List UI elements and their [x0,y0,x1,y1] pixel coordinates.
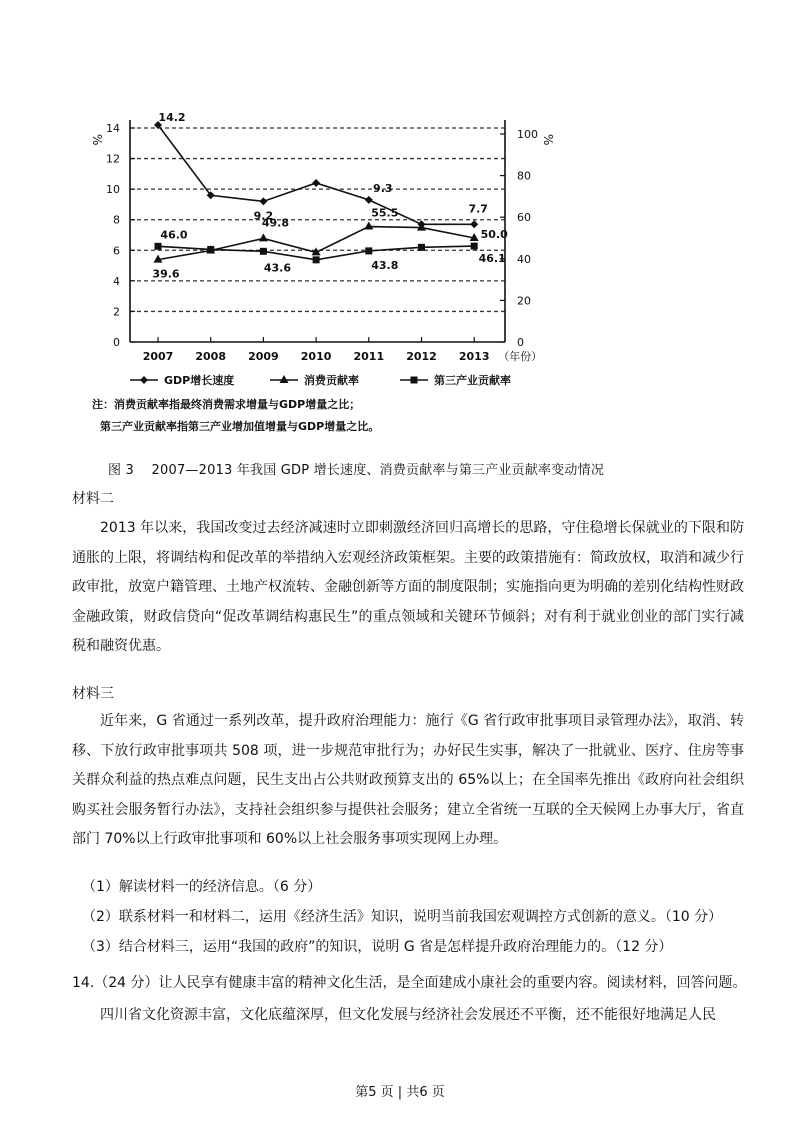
material2-paragraph: 2013 年以来，我国改变过去经济减速时立即刺激经济回归高增长的思路，守住稳增长保就业的下限和防通胀的上限，将调结构和促改革的举措纳入宏观经济政策框架。主要的政策措施有：简政放权，取消和减少行政审批，放宽户籍管理、土地产权流转、金融创新等方面的制度限制；实施指向更为明确的差别化结构性财政金融政策，财政信贷向“促改革调结构惠民生”的重点领域和关键环节倾斜；对有利于就业创业的部门实行减税和融资优惠。 [72,520,744,654]
question-1: （1）解读材料一的经济信息。（6 分） [82,879,322,895]
x-tick-label: 2011 [353,350,385,363]
right-tick-label: 0 [517,336,524,349]
data-point [313,256,320,263]
legend-marker [280,375,289,383]
chart-note: 注：消费贡献率指最终消费需求增量与GDP增量之比； [92,398,361,411]
question-2: （2）联系材料一和材料二，运用《经济生活》知识，说明当前我国宏观调控方式创新的意义。（10 分） [82,909,723,925]
left-tick-label: 2 [113,305,120,319]
data-point [259,233,268,241]
data-point [207,246,214,253]
data-point [259,197,267,205]
line-chart [70,100,610,440]
right-tick-label: 60 [517,211,531,225]
data-label: 55.5 [371,206,399,220]
x-tick-label: 2012 [406,350,437,363]
question-3: （3）结合材料三，运用“我国的政府”的知识，说明 G 省是怎样提升政府治理能力的。（12 分） [82,939,673,955]
data-label: 9.3 [373,181,393,195]
right-tick-label: 20 [517,294,531,308]
right-axis-unit: % [541,134,555,146]
figure-caption: 图 3 2007—2013 年我国 GDP 增长速度、消费贡献率与第三产业贡献率变动情况 [108,463,605,478]
legend-marker [140,376,148,384]
data-point [364,222,373,230]
data-label: 50.0 [480,228,508,241]
data-point [260,248,267,255]
legend-label: 消费贡献率 [304,374,359,387]
data-label: 14.2 [158,110,186,124]
data-label: 43.6 [263,261,291,275]
left-axis-unit: % [90,134,104,146]
x-axis-suffix: （年份） [498,350,543,363]
page-footer: 第5 页 | 共6 页 [355,1085,445,1100]
left-tick-label: 4 [113,274,120,288]
legend-label: GDP增长速度 [164,374,235,387]
right-tick-label: 100 [517,128,538,141]
material2-heading: 材料二 [72,491,114,507]
question-14-text: 四川省文化资源丰富，文化底蕴深厚，但文化发展与经济社会发展还不平衡，还不能很好地满足人民 [100,1007,716,1023]
data-point [155,243,162,250]
data-point [418,244,425,251]
left-tick-label: 10 [106,183,120,197]
left-tick-label: 14 [106,122,120,135]
data-point [312,179,320,187]
chart-note: 第三产业贡献率指第三产业增加值增量与GDP增量之比。 [100,420,380,433]
material3-paragraph: 近年来，G 省通过一系列改革，提升政府治理能力：施行《G 省行政审批事项目录管理办法》，取消、转移、下放行政审批事项共 508 项，进一步规范审批行为；办好民生实事，解决了一批就业、医疗、住房等事关群众利益的热点难点问题，民生支出占公共财政预算支出的 65%以上；在全国率先推出《政府向社会组织购买社会服务暂行办法》，支持社会组织参与提供社会服务；建立全省统一互联的全天候网上办事大厅，省直部门 70%以上行政审批事项和 60%以上社会服务事项实现网上办理。 [72,713,744,847]
left-tick-label: 6 [113,244,120,258]
data-label: 49.8 [261,216,289,230]
x-tick-label: 2010 [300,350,332,363]
data-label: 46.0 [160,228,188,242]
data-label: 39.6 [152,267,180,281]
left-tick-label: 12 [106,152,120,166]
data-point [470,220,478,228]
legend-label: 第三产业贡献率 [434,374,511,387]
x-tick-label: 2008 [195,350,227,363]
question-14-prompt: 14.（24 分）让人民享有健康丰富的精神文化生活，是全面建成小康社会的重要内容。阅读材料，回答问题。 [72,975,747,991]
right-tick-label: 40 [517,252,531,266]
legend-marker [411,377,418,384]
right-tick-label: 80 [517,169,531,183]
left-tick-label: 8 [113,213,120,227]
x-tick-label: 2009 [248,350,279,363]
x-tick-label: 2013 [458,350,490,363]
series-line [158,125,474,224]
data-point [365,196,373,204]
left-tick-label: 0 [113,336,120,349]
material3-heading: 材料三 [72,686,114,702]
data-label: 7.7 [468,202,488,216]
data-label: 46.1 [478,252,506,266]
x-tick-label: 2007 [142,350,174,363]
data-label: 9.2 [253,209,274,223]
data-point [365,247,372,254]
data-label: 43.8 [371,258,399,272]
data-point [471,243,478,250]
